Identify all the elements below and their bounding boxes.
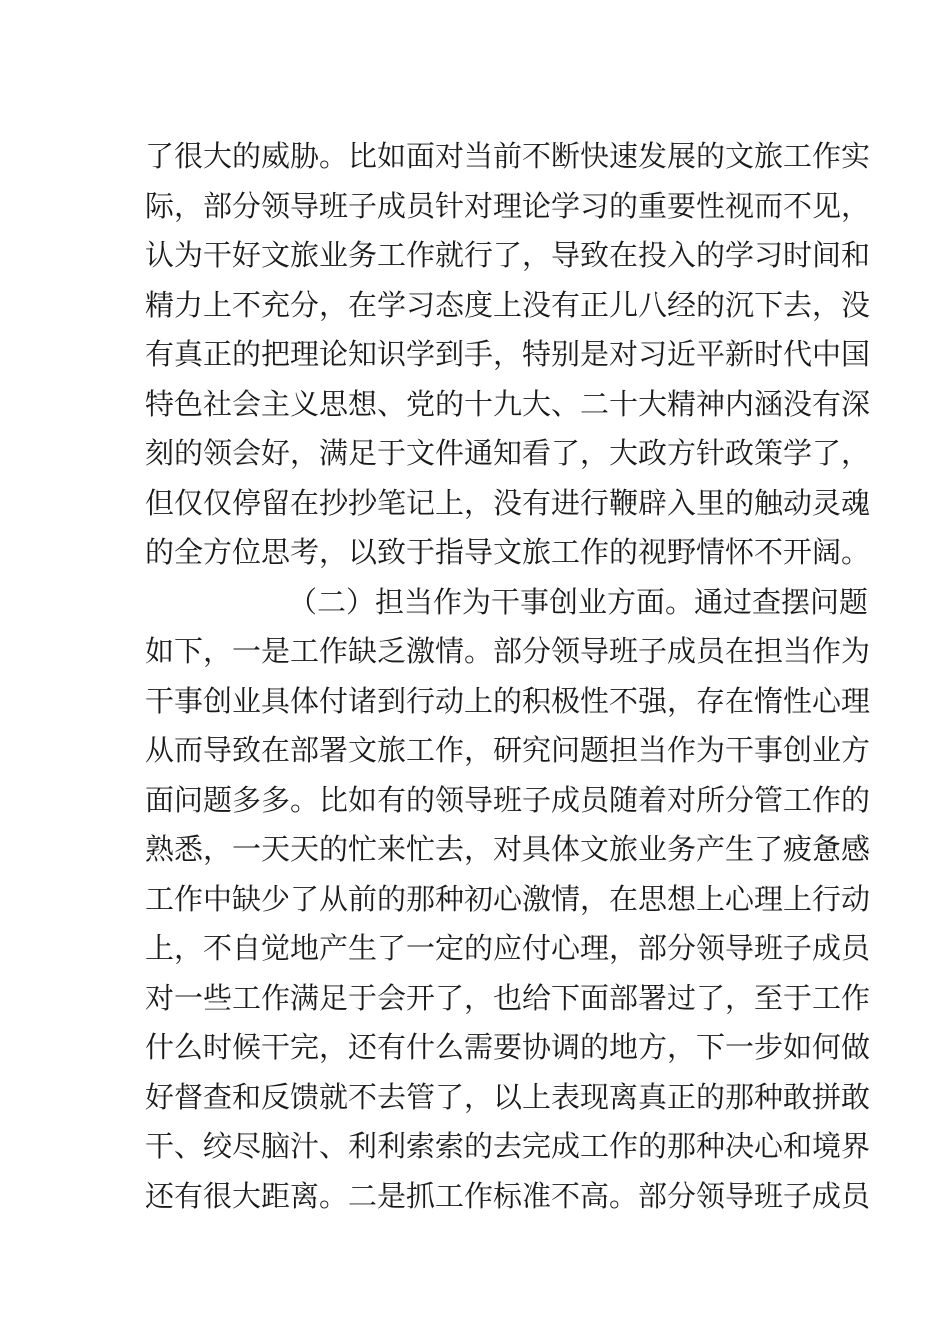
text-line: 干事创业具体付诸到行动上的积极性不强，存在惰性心理 [145, 683, 871, 718]
text-line: 际，部分领导班子成员针对理论学习的重要性视而不见， [145, 188, 871, 223]
text-line: 刻的领会好，满足于文件通知看了，大政方针政策学了， [145, 436, 871, 470]
text-line: 熟悉，一天天的忙来忙去，对具体文旅业务产生了疲惫感 [145, 832, 871, 866]
text-line: 干、绞尽脑汁、利利索索的去完成工作的那种决心和境界 [145, 1129, 871, 1163]
text-line: 面问题多多。比如有的领导班子成员随着对所分管工作的 [145, 782, 871, 817]
text-line: 好督查和反馈就不去管了，以上表现离真正的那种敢拼敢 [145, 1079, 871, 1114]
text-line: 特色社会主义思想、党的十九大、二十大精神内涵没有深 [145, 386, 871, 421]
text-line: 还有很大距离。二是抓工作标准不高。部分领导班子成员 [145, 1178, 871, 1213]
text-line: 如下，一是工作缺乏激情。部分领导班子成员在担当作为 [145, 634, 871, 668]
body-text [145, 132, 871, 1221]
section-heading-line: （二）担当作为干事创业方面。通过查摆问题 [288, 584, 869, 619]
text-line: 的全方位思考，以致于指导文旅工作的视野情怀不开阔。 [145, 535, 871, 569]
text-line: 上，不自觉地产生了一定的应付心理，部分领导班子成员 [145, 931, 871, 965]
text-line: 精力上不充分，在学习态度上没有正儿八经的沉下去，没 [145, 287, 871, 322]
text-line: 从而导致在部署文旅工作，研究问题担当作为干事创业方 [145, 733, 871, 767]
text-line: 但仅仅停留在抄抄笔记上，没有进行鞭辟入里的触动灵魂 [145, 485, 871, 520]
text-line: 了很大的威胁。比如面对当前不断快速发展的文旅工作实 [145, 139, 871, 173]
text-line: 什么时候干完，还有什么需要协调的地方，下一步如何做 [145, 1030, 871, 1064]
text-line: 对一些工作满足于会开了，也给下面部署过了，至于工作 [145, 980, 871, 1015]
text-line: 有真正的把理论知识学到手，特别是对习近平新时代中国 [145, 337, 871, 371]
text-line: 工作中缺少了从前的那种初心激情，在思想上心理上行动 [145, 881, 871, 916]
text-line: 认为干好文旅业务工作就行了，导致在投入的学习时间和 [145, 238, 871, 272]
